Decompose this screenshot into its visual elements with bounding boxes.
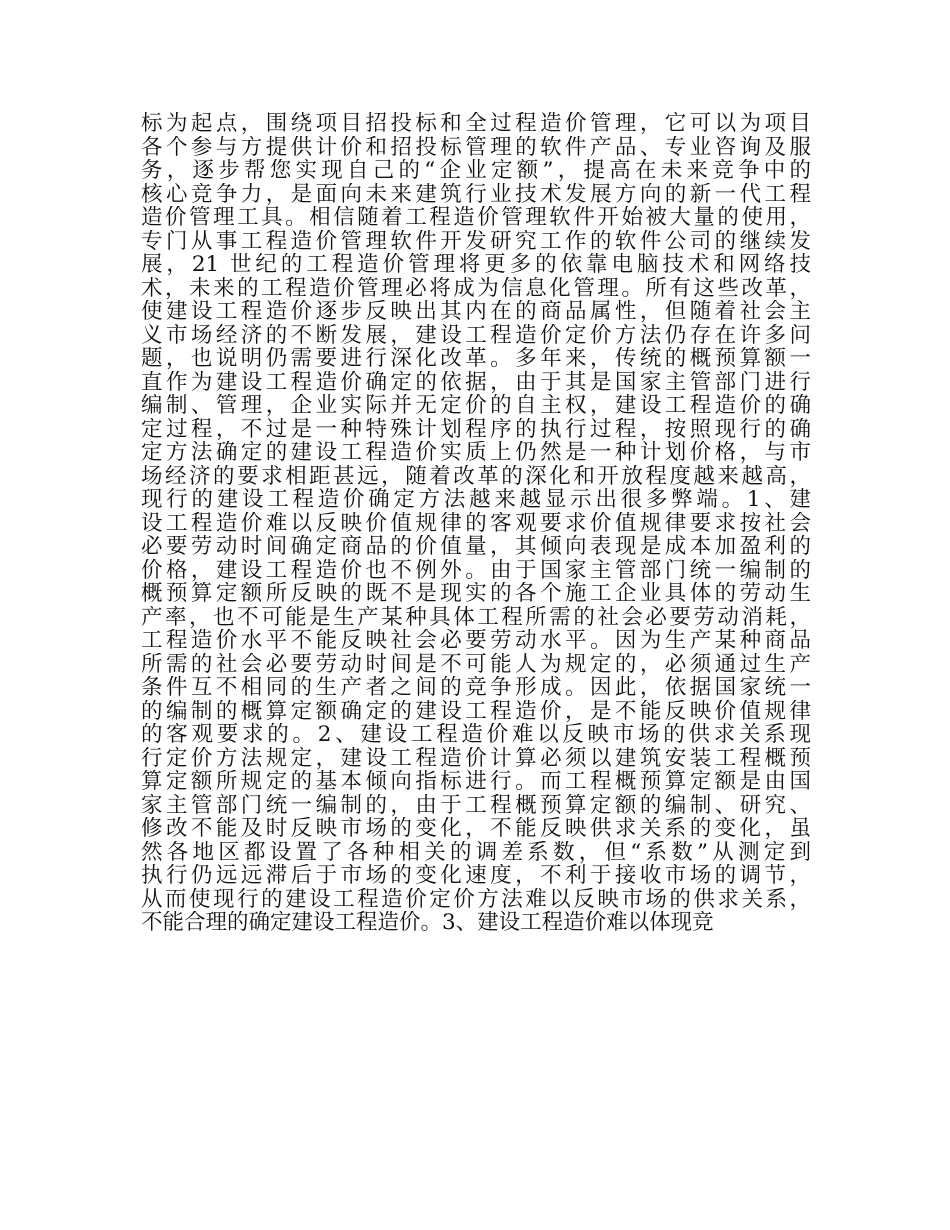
text-line: 然各地区都设置了各种相关的调差系数，但“系数”从测定到 — [141, 840, 811, 864]
text-line: 概预算定额所反映的既不是现实的各个施工企业具体的劳动生 — [141, 582, 811, 606]
text-line: 场经济的要求相距甚远，随着改革的深化和开放程度越来越高， — [141, 464, 811, 488]
text-line: 题，也说明仍需要进行深化改革。多年来，传统的概预算额一 — [141, 347, 811, 371]
text-line: 编制、管理，企业实际并无定价的自主权，建设工程造价的确 — [141, 394, 811, 418]
text-line: 专门从事工程造价管理软件开发研究工作的软件公司的继续发 — [141, 229, 811, 253]
text-line: 的编制的概算定额确定的建设工程造价，是不能反映价值规律 — [141, 699, 811, 723]
text-line: 不能合理的确定建设工程造价。3、建设工程造价难以体现竞 — [141, 911, 714, 935]
text-line: 执行仍远远滞后于市场的变化速度，不利于接收市场的调节， — [141, 864, 811, 888]
text-line: 从而使现行的建设工程造价定价方法难以反映市场的供求关系， — [141, 887, 811, 911]
text-line: 行定价方法规定，建设工程造价计算必须以建筑安装工程概预 — [141, 746, 811, 770]
text-line: 必要劳动时间确定商品的价值量，其倾向表现是成本加盈利的 — [141, 535, 811, 559]
text-line: 设工程造价难以反映价值规律的客观要求价值规律要求按社会 — [141, 511, 811, 535]
text-line: 定过程，不过是一种特殊计划程序的执行过程，按照现行的确 — [141, 417, 811, 441]
text-line: 标为起点，围绕项目招投标和全过程造价管理，它可以为项目 — [141, 112, 811, 136]
text-line: 修改不能及时反映市场的变化，不能反映供求关系的变化，虽 — [141, 817, 811, 841]
text-line: 义市场经济的不断发展，建设工程造价定价方法仍存在许多问 — [141, 323, 811, 347]
text-line: 展，21 世纪的工程造价管理将更多的依靠电脑技术和网络技 — [141, 253, 811, 277]
text-line: 使建设工程造价逐步反映出其内在的商品属性，但随着社会主 — [141, 300, 811, 324]
text-line: 工程造价水平不能反映社会必要劳动水平。因为生产某种商品 — [141, 629, 811, 653]
text-line: 定方法确定的建设工程造价实质上仍然是一种计划价格，与市 — [141, 441, 811, 465]
text-line: 造价管理工具。相信随着工程造价管理软件开始被大量的使用， — [141, 206, 811, 230]
text-line: 算定额所规定的基本倾向指标进行。而工程概预算定额是由国 — [141, 770, 811, 794]
text-line: 直作为建设工程造价确定的依据，由于其是国家主管部门进行 — [141, 370, 811, 394]
text-line: 价格，建设工程造价也不例外。由于国家主管部门统一编制的 — [141, 558, 811, 582]
text-line: 各个参与方提供计价和招投标管理的软件产品、专业咨询及服 — [141, 135, 811, 159]
body-text — [141, 112, 811, 935]
text-line: 条件互不相同的生产者之间的竞争形成。因此，依据国家统一 — [141, 676, 811, 700]
text-line: 术，未来的工程造价管理必将成为信息化管理。所有这些改革， — [141, 276, 811, 300]
text-line: 现行的建设工程造价确定方法越来越显示出很多弊端。1、建 — [141, 488, 811, 512]
text-line: 核心竞争力，是面向未来建筑行业技术发展方向的新一代工程 — [141, 182, 811, 206]
text-line: 家主管部门统一编制的，由于工程概预算定额的编制、研究、 — [141, 793, 811, 817]
text-line: 所需的社会必要劳动时间是不可能人为规定的，必须通过生产 — [141, 652, 811, 676]
text-line: 的客观要求的。2、建设工程造价难以反映市场的供求关系现 — [141, 723, 811, 747]
text-line: 务，逐步帮您实现自己的“企业定额”，提高在未来竞争中的 — [141, 159, 811, 183]
text-line: 产率，也不可能是生产某种具体工程所需的社会必要劳动消耗， — [141, 605, 811, 629]
